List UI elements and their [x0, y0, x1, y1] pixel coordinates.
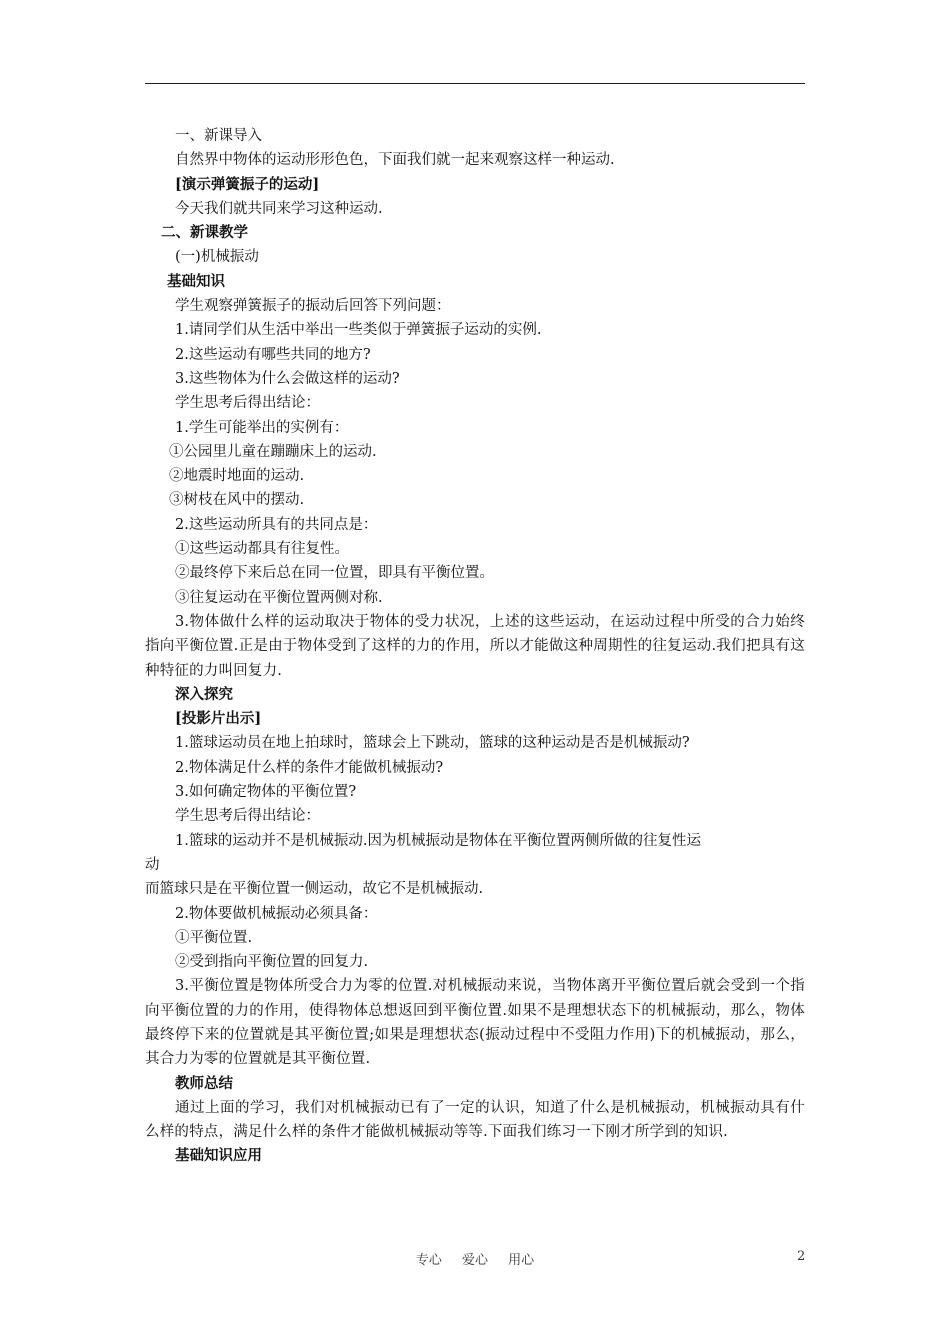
application-heading: 基础知识应用	[175, 1147, 262, 1165]
text-line: ③树枝在风中的摆动.	[169, 492, 305, 509]
text-line: 3.如何确定物体的平衡位置?	[175, 784, 357, 801]
text-line: ②受到指向平衡位置的回复力.	[175, 954, 369, 971]
text-line: 2.物体满足什么样的条件才能做机械振动?	[175, 759, 444, 776]
text-line: ③往复运动在平衡位置两侧对称.	[175, 589, 383, 606]
footer-motto	[0, 1249, 950, 1268]
page-content	[145, 124, 805, 1169]
text-line: [演示弹簧振子的运动]	[175, 175, 320, 193]
paragraph-force: 3.物体做什么样的运动取决于物体的受力状况，上述的这些运动，在运动过程中所受的合力始终指向平衡位置.正是由于物体受到了这样的力的作用，所以才能做这种周期性的往复运动.我们把具有这种特征的力叫回复力.	[145, 613, 805, 679]
text-line: 1.篮球的运动并不是机械振动.因为机械振动是物体在平衡位置两侧所做的往复性运	[175, 832, 701, 849]
text-line: (一)机械振动	[175, 249, 259, 266]
text-line: ②地震时地面的运动.	[169, 468, 305, 485]
page-number: 2	[797, 1249, 806, 1264]
text-line: 2.这些运动所具有的共同点是：	[175, 516, 378, 533]
text-block-2	[145, 683, 805, 975]
text-line: 学生思考后得出结论：	[175, 395, 320, 412]
text-line: ①这些运动都具有往复性。	[175, 541, 349, 558]
text-line: ①公园里儿童在蹦蹦床上的运动.	[169, 443, 377, 460]
text-line: 1.学生可能举出的实例有：	[175, 419, 349, 436]
summary-heading: 教师总结	[175, 1074, 233, 1092]
text-line: 2.物体要做机械振动必须具备：	[175, 905, 378, 922]
header-rule	[145, 83, 805, 84]
footer-word-1: 专心	[415, 1253, 442, 1268]
text-block-1	[145, 124, 805, 610]
text-line: 二、新课教学	[161, 224, 248, 242]
text-line: 3.这些物体为什么会做这样的运动?	[175, 370, 400, 387]
text-line: 2.这些运动有哪些共同的地方?	[175, 346, 371, 363]
text-line: 1.篮球运动员在地上拍球时，篮球会上下跳动，篮球的这种运动是否是机械振动?	[175, 735, 690, 752]
paragraph-summary: 通过上面的学习，我们对机械振动已有了一定的认识，知道了什么是机械振动，机械振动具有什么样的特点，满足什么样的条件才能做机械振动等等.下面我们练习一下刚才所学到的知识.	[145, 1099, 805, 1141]
text-line: 基础知识	[167, 272, 225, 290]
text-line: 1.请同学们从生活中举出一些类似于弹簧振子运动的实例.	[175, 322, 542, 339]
text-line: 动	[145, 856, 160, 873]
text-line: ①平衡位置.	[175, 929, 253, 946]
text-line: [投影片出示]	[175, 710, 262, 728]
text-line: 一、新课导入	[175, 128, 262, 144]
text-line: 学生观察弹簧振子的振动后回答下列问题：	[175, 298, 451, 315]
text-line: 自然界中物体的运动形形色色，下面我们就一起来观察这样一种运动.	[175, 152, 615, 169]
text-line: 学生思考后得出结论：	[175, 808, 320, 825]
text-line: 深入探究	[175, 685, 233, 703]
text-line: 今天我们就共同来学习这种运动.	[175, 200, 383, 217]
footer-word-2: 爱心	[461, 1253, 488, 1268]
text-line: 而篮球只是在平衡位置一侧运动，故它不是机械振动.	[145, 881, 484, 898]
text-line: ②最终停下来后总在同一位置，即具有平衡位置。	[175, 565, 494, 582]
footer-word-3: 用心	[508, 1253, 535, 1268]
paragraph-equilibrium: 3.平衡位置是物体所受合力为零的位置.对机械振动来说，当物体离开平衡位置后就会受到一个指向平衡位置的力的作用，使得物体总想返回到平衡位置.如果不是理想状态下的机械振动，那么，物体最终停下来的位置就是其平衡位置;如果是理想状态(振动过程中不受阻力作用)下的机械振动，那么，其合力为零的位置就是其平衡位置.	[145, 978, 805, 1068]
